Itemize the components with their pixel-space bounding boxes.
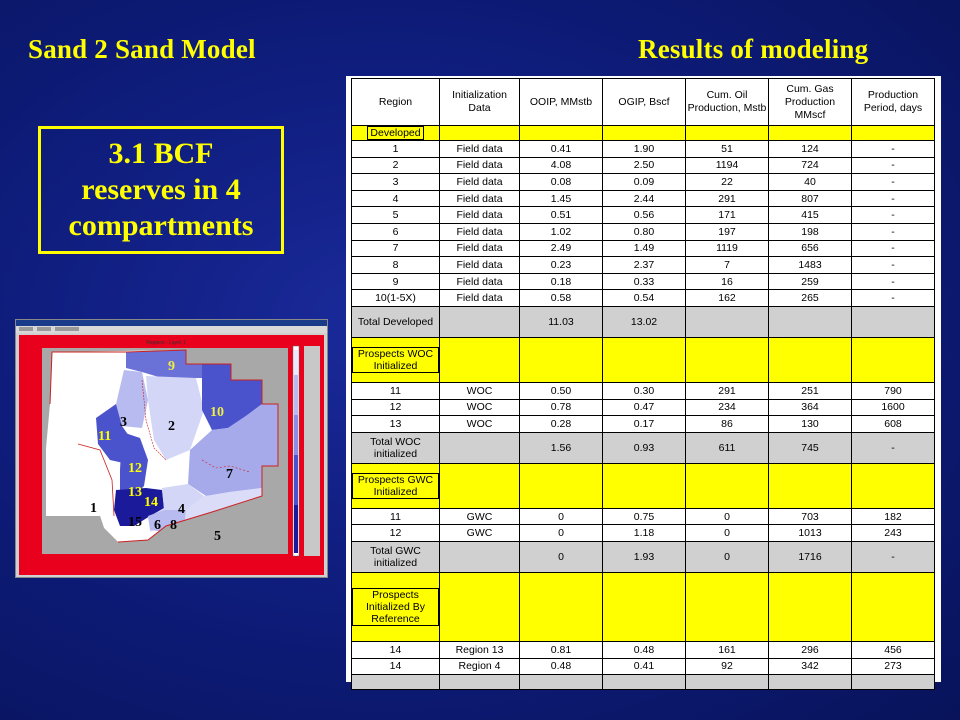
empty-footer-cell xyxy=(352,675,440,690)
column-header: Cum. Oil Production, Mstb xyxy=(686,79,769,126)
table-row-cell: - xyxy=(852,141,935,158)
total-woc-row-cell: 745 xyxy=(769,432,852,463)
table-row-cell: 2.50 xyxy=(603,157,686,174)
total-gwc-row-cell: 0 xyxy=(686,541,769,572)
table-row-cell: 197 xyxy=(686,223,769,240)
section-reference-cell xyxy=(852,572,935,641)
empty-footer-cell xyxy=(852,675,935,690)
table-row-cell: 12 xyxy=(352,525,440,542)
table-row-cell: 273 xyxy=(852,658,935,675)
table-row-cell: 1.45 xyxy=(520,190,603,207)
table-row-cell: 162 xyxy=(686,290,769,307)
table-row-cell: 4.08 xyxy=(520,157,603,174)
callout-line: 3.1 BCF xyxy=(108,137,214,170)
section-developed-cell xyxy=(603,126,686,141)
table-row-cell: Field data xyxy=(440,273,520,290)
section-reference-label xyxy=(352,572,440,641)
region-label-4: 4 xyxy=(178,502,185,517)
region-label-10: 10 xyxy=(210,405,224,420)
table-row-cell: 12 xyxy=(352,399,440,416)
callout-line: reserves in 4 xyxy=(81,173,241,206)
section-woc-cell xyxy=(603,337,686,382)
table-row-cell: Field data xyxy=(440,257,520,274)
table-row-cell: Field data xyxy=(440,223,520,240)
region-label-13: 13 xyxy=(128,485,142,500)
column-header: Cum. Gas Production MMscf xyxy=(769,79,852,126)
column-header: Initialization Data xyxy=(440,79,520,126)
table-row-cell: 342 xyxy=(769,658,852,675)
table-row-cell: 0.75 xyxy=(603,508,686,525)
table-row-cell: 234 xyxy=(686,399,769,416)
section-label: Developed xyxy=(367,126,423,140)
table-row-cell: 182 xyxy=(852,508,935,525)
table-row-cell: 5 xyxy=(352,207,440,224)
table-row-cell: 10(1-5X) xyxy=(352,290,440,307)
total-developed-row-cell: Total Developed xyxy=(352,306,440,337)
table-row-cell: 1600 xyxy=(852,399,935,416)
section-developed-cell xyxy=(440,126,520,141)
table-row-cell: GWC xyxy=(440,508,520,525)
table-row-cell: 6 xyxy=(352,223,440,240)
table-row-cell: - xyxy=(852,240,935,257)
section-gwc-cell xyxy=(440,463,520,508)
total-developed-row-cell: 13.02 xyxy=(603,306,686,337)
total-woc-row-cell: 0.93 xyxy=(603,432,686,463)
empty-footer-cell xyxy=(686,675,769,690)
region-label-3: 3 xyxy=(120,415,127,430)
table-row-cell: 0 xyxy=(520,525,603,542)
results-table xyxy=(351,78,935,690)
section-woc-cell xyxy=(852,337,935,382)
table-row-cell: 1.49 xyxy=(603,240,686,257)
table-row xyxy=(352,290,935,307)
column-header: OGIP, Bscf xyxy=(603,79,686,126)
total-developed-row xyxy=(352,306,935,337)
table-row-cell: 0 xyxy=(520,508,603,525)
table-row-cell: 251 xyxy=(769,382,852,399)
table-row-cell: Field data xyxy=(440,207,520,224)
table-row xyxy=(352,273,935,290)
section-reference-cell xyxy=(520,572,603,641)
table-row-cell: 724 xyxy=(769,157,852,174)
total-woc-row-cell xyxy=(440,432,520,463)
total-woc-row xyxy=(352,432,935,463)
table-row-cell: 1.02 xyxy=(520,223,603,240)
table-row xyxy=(352,641,935,658)
table-row-cell: 291 xyxy=(686,382,769,399)
table-row-cell: Field data xyxy=(440,240,520,257)
section-gwc-cell xyxy=(520,463,603,508)
map-window-title: Regions - Layer 1 xyxy=(146,340,186,346)
region-label-1: 1 xyxy=(90,501,97,516)
empty-footer-cell xyxy=(769,675,852,690)
table-row-cell: 8 xyxy=(352,257,440,274)
table-row-cell: Region 4 xyxy=(440,658,520,675)
table-row xyxy=(352,257,935,274)
table-row-cell: 0.41 xyxy=(603,658,686,675)
table-row-cell: 40 xyxy=(769,174,852,191)
table-row-cell: - xyxy=(852,207,935,224)
section-reference-cell xyxy=(769,572,852,641)
table-row-cell: Field data xyxy=(440,141,520,158)
table-row-cell: 198 xyxy=(769,223,852,240)
table-row-cell: 0.51 xyxy=(520,207,603,224)
region-label-9: 9 xyxy=(168,359,175,374)
region-label-2: 2 xyxy=(168,419,175,434)
table-row-cell: 0 xyxy=(686,525,769,542)
table-row xyxy=(352,223,935,240)
table-row-cell: 0.58 xyxy=(520,290,603,307)
total-gwc-row xyxy=(352,541,935,572)
table-row-cell: 291 xyxy=(686,190,769,207)
table-row-cell: - xyxy=(852,157,935,174)
table-row-cell: Field data xyxy=(440,190,520,207)
table-row xyxy=(352,525,935,542)
column-header: Production Period, days xyxy=(852,79,935,126)
total-developed-row-cell xyxy=(686,306,769,337)
table-row-cell: 0.33 xyxy=(603,273,686,290)
total-developed-row-cell: 11.03 xyxy=(520,306,603,337)
table-row-cell: 0.18 xyxy=(520,273,603,290)
table-row xyxy=(352,157,935,174)
region-label-5: 5 xyxy=(214,529,221,544)
table-row-cell: 7 xyxy=(686,257,769,274)
table-row-cell: 0.48 xyxy=(603,641,686,658)
table-row-cell: 3 xyxy=(352,174,440,191)
table-row-cell: 703 xyxy=(769,508,852,525)
table-row-cell: 0 xyxy=(686,508,769,525)
table-row-cell: Field data xyxy=(440,174,520,191)
table-row-cell: 265 xyxy=(769,290,852,307)
total-gwc-row-cell: 1716 xyxy=(769,541,852,572)
section-woc xyxy=(352,337,935,382)
section-gwc xyxy=(352,463,935,508)
table-row-cell: 22 xyxy=(686,174,769,191)
table-row-cell: 2.37 xyxy=(603,257,686,274)
table-row-cell: 790 xyxy=(852,382,935,399)
section-gwc-cell xyxy=(686,463,769,508)
empty-footer-row xyxy=(352,675,935,690)
region-map xyxy=(16,320,327,577)
table-row-cell: 1483 xyxy=(769,257,852,274)
table-row-cell: 608 xyxy=(852,416,935,433)
table-row xyxy=(352,658,935,675)
table-row-cell: 0.50 xyxy=(520,382,603,399)
table-row-cell: 0.41 xyxy=(520,141,603,158)
table-row-cell: 456 xyxy=(852,641,935,658)
table-row-cell: 415 xyxy=(769,207,852,224)
table-row xyxy=(352,207,935,224)
region-label-15: 15 xyxy=(128,515,142,530)
section-reference-cell xyxy=(603,572,686,641)
table-row-cell: Field data xyxy=(440,290,520,307)
table-row-cell: WOC xyxy=(440,416,520,433)
section-woc-cell xyxy=(520,337,603,382)
slide-title-left: Sand 2 Sand Model xyxy=(28,34,256,64)
table-row xyxy=(352,240,935,257)
region-label-6: 6 xyxy=(154,518,161,533)
table-row-cell: 0.30 xyxy=(603,382,686,399)
table-row-cell: 92 xyxy=(686,658,769,675)
region-label-8: 8 xyxy=(170,518,177,533)
table-row-cell: - xyxy=(852,223,935,240)
empty-footer-cell xyxy=(440,675,520,690)
table-row-cell: 2.49 xyxy=(520,240,603,257)
table-row-cell: - xyxy=(852,257,935,274)
table-row-cell: 364 xyxy=(769,399,852,416)
total-gwc-row-cell xyxy=(440,541,520,572)
section-developed-cell xyxy=(520,126,603,141)
table-row-cell: 86 xyxy=(686,416,769,433)
section-gwc-cell xyxy=(769,463,852,508)
region-label-7: 7 xyxy=(226,467,233,482)
table-row-cell: WOC xyxy=(440,399,520,416)
table-row-cell: 130 xyxy=(769,416,852,433)
table-row-cell: 0.80 xyxy=(603,223,686,240)
table-row-cell: 0.28 xyxy=(520,416,603,433)
section-developed-cell xyxy=(852,126,935,141)
region-label-11: 11 xyxy=(98,429,112,444)
table-row-cell: 124 xyxy=(769,141,852,158)
table-row-cell: 161 xyxy=(686,641,769,658)
table-row-cell: 0.23 xyxy=(520,257,603,274)
total-woc-row-cell: 1.56 xyxy=(520,432,603,463)
table-row-cell: 9 xyxy=(352,273,440,290)
table-row-cell: 13 xyxy=(352,416,440,433)
table-row xyxy=(352,141,935,158)
total-developed-row-cell xyxy=(769,306,852,337)
table-row-cell: 2.44 xyxy=(603,190,686,207)
table-row-cell: 656 xyxy=(769,240,852,257)
section-developed-label xyxy=(352,126,440,141)
table-row-cell: 1 xyxy=(352,141,440,158)
table-row-cell: - xyxy=(852,190,935,207)
table-row-cell: 4 xyxy=(352,190,440,207)
section-reference-cell xyxy=(686,572,769,641)
reserves-callout-box xyxy=(38,126,284,254)
section-woc-cell xyxy=(769,337,852,382)
table-row-cell: 1.18 xyxy=(603,525,686,542)
region-map-window xyxy=(15,319,328,578)
section-reference xyxy=(352,572,935,641)
table-row-cell: 0.78 xyxy=(520,399,603,416)
total-woc-row-cell: - xyxy=(852,432,935,463)
table-row-cell: 11 xyxy=(352,508,440,525)
section-gwc-cell xyxy=(852,463,935,508)
table-row-cell: 16 xyxy=(686,273,769,290)
section-reference-cell xyxy=(440,572,520,641)
table-row xyxy=(352,508,935,525)
total-gwc-row-cell: 1.93 xyxy=(603,541,686,572)
table-row-cell: 0.17 xyxy=(603,416,686,433)
window-title-bar xyxy=(16,320,327,326)
total-woc-row-cell: Total WOC initialized xyxy=(352,432,440,463)
table-row-cell: 0.08 xyxy=(520,174,603,191)
slide-title-right: Results of modeling xyxy=(638,34,869,64)
table-row-cell: 171 xyxy=(686,207,769,224)
total-gwc-row-cell: - xyxy=(852,541,935,572)
region-label-14: 14 xyxy=(144,495,158,510)
table-row-cell: 2 xyxy=(352,157,440,174)
section-developed xyxy=(352,126,935,141)
table-row-cell: Region 13 xyxy=(440,641,520,658)
results-table-panel xyxy=(346,76,941,682)
column-header: Region xyxy=(352,79,440,126)
section-gwc-cell xyxy=(603,463,686,508)
table-row-cell: 51 xyxy=(686,141,769,158)
total-developed-row-cell xyxy=(440,306,520,337)
table-row-cell: 243 xyxy=(852,525,935,542)
table-row-cell: 807 xyxy=(769,190,852,207)
total-developed-row-cell xyxy=(852,306,935,337)
table-row-cell: 1194 xyxy=(686,157,769,174)
table-row xyxy=(352,399,935,416)
table-row-cell: WOC xyxy=(440,382,520,399)
table-row xyxy=(352,416,935,433)
callout-line: compartments xyxy=(68,209,254,242)
table-row-cell: 296 xyxy=(769,641,852,658)
table-row-cell: 7 xyxy=(352,240,440,257)
table-row-cell: Field data xyxy=(440,157,520,174)
section-label: Prospects Initialized By Reference xyxy=(352,588,439,626)
section-woc-cell xyxy=(686,337,769,382)
table-row-cell: 0.54 xyxy=(603,290,686,307)
table-row-cell: 1013 xyxy=(769,525,852,542)
section-developed-cell xyxy=(686,126,769,141)
section-developed-cell xyxy=(769,126,852,141)
table-row-cell: 14 xyxy=(352,658,440,675)
region-label-12: 12 xyxy=(128,461,142,476)
table-row-cell: 14 xyxy=(352,641,440,658)
table-row xyxy=(352,174,935,191)
table-row-cell: 1119 xyxy=(686,240,769,257)
column-header: OOIP, MMstb xyxy=(520,79,603,126)
total-gwc-row-cell: Total GWC initialized xyxy=(352,541,440,572)
section-woc-label xyxy=(352,337,440,382)
table-row-cell: 259 xyxy=(769,273,852,290)
table-row-cell: 0.48 xyxy=(520,658,603,675)
total-gwc-row-cell: 0 xyxy=(520,541,603,572)
table-row xyxy=(352,382,935,399)
table-row xyxy=(352,190,935,207)
table-row-cell: 0.56 xyxy=(603,207,686,224)
table-row-cell: - xyxy=(852,290,935,307)
section-label: Prospects GWC Initialized xyxy=(352,473,439,499)
section-gwc-label xyxy=(352,463,440,508)
section-label: Prospects WOC Initialized xyxy=(352,347,439,373)
empty-footer-cell xyxy=(520,675,603,690)
table-row-cell: 1.90 xyxy=(603,141,686,158)
total-woc-row-cell: 611 xyxy=(686,432,769,463)
table-row-cell: 11 xyxy=(352,382,440,399)
table-header-row xyxy=(352,79,935,126)
table-row-cell: 0.81 xyxy=(520,641,603,658)
table-row-cell: GWC xyxy=(440,525,520,542)
empty-footer-cell xyxy=(603,675,686,690)
table-row-cell: 0.09 xyxy=(603,174,686,191)
section-woc-cell xyxy=(440,337,520,382)
table-row-cell: - xyxy=(852,273,935,290)
table-row-cell: - xyxy=(852,174,935,191)
table-row-cell: 0.47 xyxy=(603,399,686,416)
